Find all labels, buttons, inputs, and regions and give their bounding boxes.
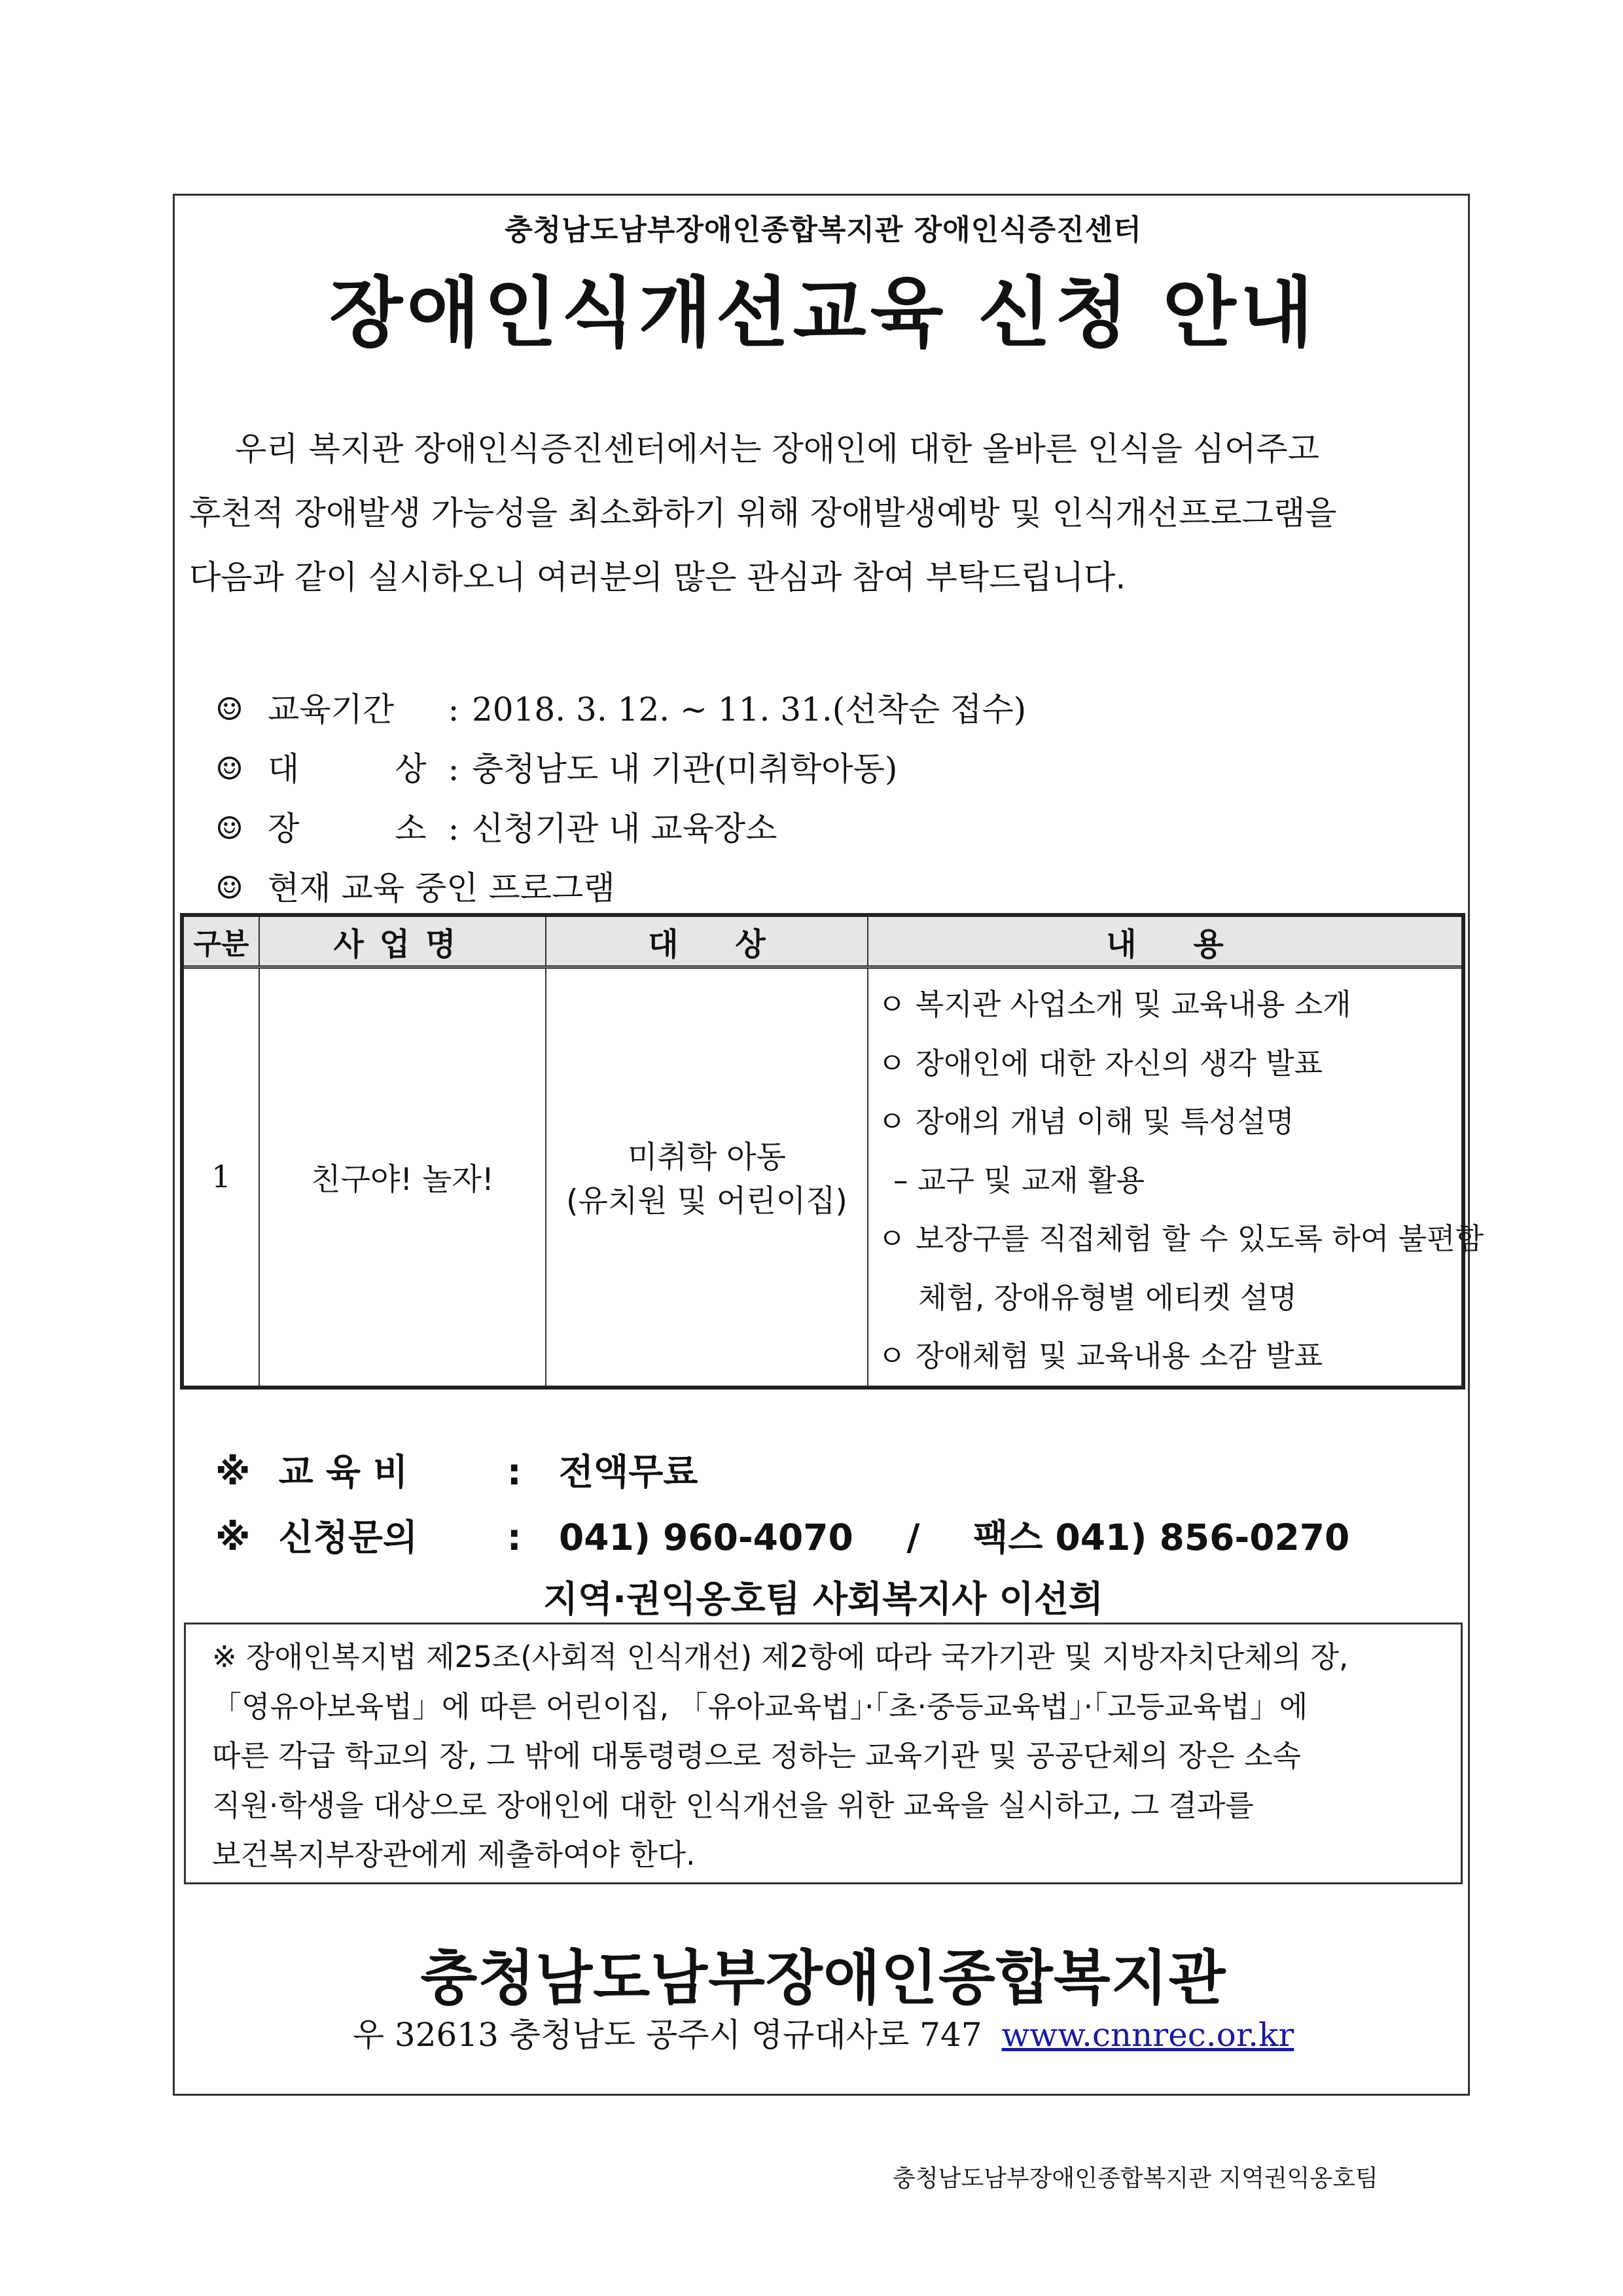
organization-name: 충청남도남부장애인종합복지관 (420, 1944, 1226, 2013)
program-table (180, 913, 1484, 1390)
info-label: 현재 교육 중인 프로그램 (268, 869, 615, 907)
colon: : (507, 1451, 522, 1493)
staff-contact: 지역·권익옹호팀 사회복지사 이선희 (543, 1578, 1104, 1620)
legal-notice (184, 1623, 1463, 1884)
info-value: 2018. 3. 12. ~ 11. 31.(선착순 접수) (472, 691, 1027, 728)
cell-no: 1 (182, 967, 259, 1388)
info-list (215, 680, 1026, 918)
cell-target (546, 967, 868, 1388)
fax-number: 팩스 041) 856-0270 (973, 1516, 1350, 1558)
intro-paragraph (189, 417, 1459, 609)
cell-name: 친구야! 놀자! (259, 967, 546, 1388)
header-name: 사업명 (259, 915, 546, 967)
info-label: 대 상 (268, 750, 427, 788)
phone-number: 041) 960-4070 (558, 1516, 853, 1558)
smiley-icon: ☺ (215, 751, 244, 787)
content-item: ㅇ 장애인에 대한 자신의 생각 발표 (878, 1045, 1323, 1081)
cell-content (868, 967, 1484, 1388)
intro-line: 후천적 장애발생 가능성을 최소화하기 위해 장애발생예방 및 인식개선프로그램을 (189, 494, 1337, 532)
notice-line: 따른 각급 학교의 장, 그 밖에 대통령령으로 정하는 교육기관 및 공공단체의 장은 소속 (212, 1738, 1301, 1773)
intro-line: 다음과 같이 실시하오니 여러분의 많은 관심과 참여 부탁드립니다. (189, 558, 1126, 596)
page-title: 장애인식개선교육 신청 안내 (329, 269, 1317, 357)
separator: / (906, 1516, 920, 1558)
content-item: ㅇ 장애의 개념 이해 및 특성설명 (878, 1104, 1294, 1139)
fee-label: 교 육 비 (278, 1451, 408, 1493)
center-subtitle: 충청남도남부장애인종합복지관 장애인식증진센터 (505, 213, 1142, 247)
colon: : (448, 810, 459, 848)
contact-row (215, 1505, 1349, 1570)
website-link[interactable]: www.cnnrec.or.kr (1001, 2016, 1294, 2054)
info-current (215, 859, 1026, 918)
note-mark: ※ (215, 1516, 251, 1558)
target-line: 미취학 아동 (628, 1139, 786, 1176)
fee-info (215, 1439, 1349, 1570)
fee-row (215, 1439, 1349, 1505)
notice-line: 직원·학생을 대상으로 장애인에 대한 인식개선을 위한 교육을 실시하고, 그 결과를 (212, 1787, 1254, 1823)
info-place (215, 799, 1026, 859)
notice-line: 「영유아보육법」에 따른 어린이집, 「유아교육법」·「초·중등교육법」·「고등교육법」에 (212, 1689, 1308, 1724)
target-line: (유치원 및 어린이집) (566, 1183, 847, 1220)
info-target (215, 740, 1026, 799)
note-mark: ※ (215, 1451, 251, 1493)
content-item: ㅇ 복지관 사업소개 및 교육내용 소개 (878, 987, 1351, 1022)
intro-line: 우리 복지관 장애인식증진센터에서는 장애인에 대한 올바른 인식을 심어주고 (235, 430, 1319, 468)
table-row (182, 967, 1463, 1388)
colon: : (448, 691, 459, 728)
content-item: 체험, 장애유형별 에티켓 설명 (918, 1280, 1297, 1315)
notice-line: ※ 장애인복지법 제25조(사회적 인식개선) 제2항에 따라 국가기관 및 지방자치단체의 장, (212, 1640, 1349, 1674)
organization-address (175, 2009, 1472, 2056)
info-label: 교육기간 (268, 691, 395, 728)
header-target: 대 상 (546, 915, 868, 967)
colon: : (448, 750, 459, 788)
smiley-icon: ☺ (215, 870, 244, 906)
colon: : (507, 1516, 522, 1558)
header-content: 내 용 (868, 915, 1463, 967)
content-item: ㅇ 장애체험 및 교육내용 소감 발표 (878, 1338, 1323, 1373)
notice-frame (173, 194, 1484, 2096)
smiley-icon: ☺ (215, 691, 244, 728)
content-item: ㅇ 보장구를 직접체험 할 수 있도록 하여 불편함 (878, 1221, 1484, 1256)
footer-text: 충청남도남부장애인종합복지관 지역권익옹호팀 (893, 2165, 1378, 2192)
address-text: 우 32613 충청남도 공주시 영규대사로 747 (352, 2016, 982, 2054)
header-no: 구분 (182, 915, 259, 967)
info-value: 충청남도 내 기관(미취학아동) (472, 750, 898, 788)
info-period (215, 680, 1026, 740)
smiley-icon: ☺ (215, 810, 244, 847)
notice-line: 보건복지부장관에게 제출하여야 한다. (212, 1837, 696, 1872)
content-item: – 교구 및 교재 활용 (893, 1162, 1145, 1198)
info-value: 신청기관 내 교육장소 (472, 810, 777, 848)
fee-value: 전액무료 (558, 1451, 698, 1493)
table-header-row (182, 915, 1463, 967)
info-label: 장 소 (268, 810, 427, 848)
contact-label: 신청문의 (278, 1516, 418, 1558)
